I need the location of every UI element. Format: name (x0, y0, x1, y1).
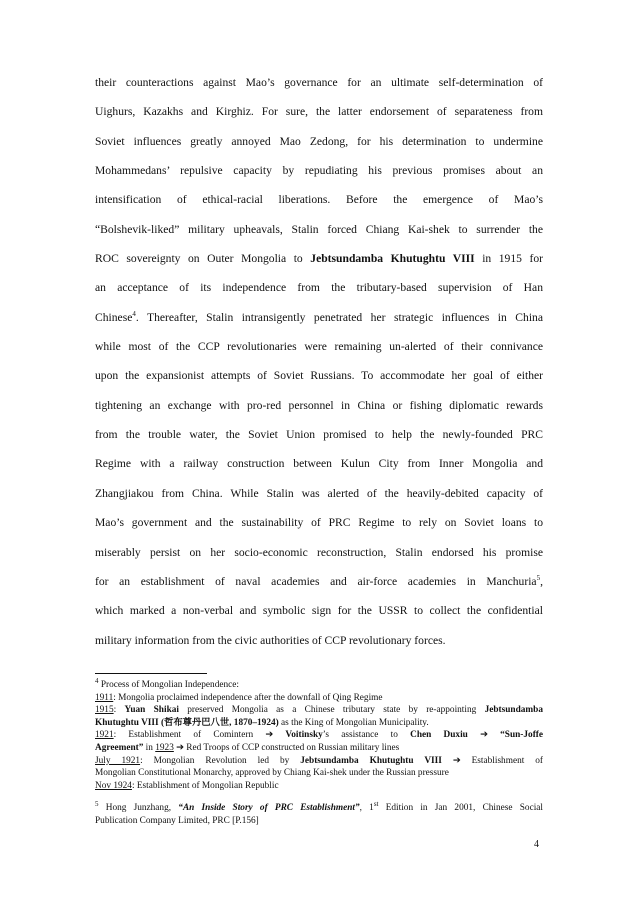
footnote-gap (95, 792, 543, 802)
year: 1923 (155, 742, 174, 753)
text-run: : Mongolian Revolution led by (140, 755, 301, 766)
footnote-marker: 5 (95, 800, 99, 809)
text-run: in (143, 742, 156, 753)
footnote-marker: 4 (95, 676, 99, 685)
text-run: ’s assistance to (322, 730, 411, 741)
book-title: “An Inside Story of PRC Establishment” (178, 803, 360, 814)
text-run: : Establishment of Comintern (113, 730, 266, 741)
bold-term: Jebtsundamba Khutughtu VIII (310, 252, 475, 266)
footnote-line (95, 755, 543, 768)
text-run: . Thereafter, Stalin intransigently penetrated her strategic influences in China (135, 310, 543, 324)
text-line: Mohammedans’ repulsive capacity by repudiating his previous promises about an (95, 164, 543, 178)
main-text (95, 68, 543, 655)
footnote-line (95, 692, 543, 705)
footnote-4 (95, 676, 544, 792)
text-line: “Bolshevik-liked” military upheavals, Stalin forced Chiang Kai-shek to surrender the (95, 222, 543, 236)
footnote-line (95, 704, 543, 717)
footnote-line (95, 742, 543, 755)
text-line: Uighurs, Kazakhs and Kirghiz. For sure, the latter endorsement of separateness from (95, 105, 543, 119)
page-number: 4 (534, 839, 539, 850)
text-line: Mao’s government and the sustainability of PRC Regime to rely on Soviet loans to (95, 516, 543, 530)
bold-term: Jebtsundamba (484, 705, 543, 716)
footnote-separator (95, 673, 207, 674)
text-run: for an establishment of naval academies and air-force academies in Manchuria (95, 574, 537, 588)
bold-term: Agreement” (95, 742, 144, 753)
footnote-ref-5[interactable]: 5 (536, 573, 541, 582)
footnote-line: Publication Company Limited, PRC [P.156] (95, 815, 259, 826)
text-line: tightening an exchange with pro-red personnel in China or fishing diplomatic rewards (95, 398, 543, 412)
text-line (95, 567, 543, 596)
text-line: while most of the CCP revolutionaries were remaining un-alerted of their connivance (95, 340, 543, 354)
text-run: Red Troops of CCP constructed on Russian military lines (183, 742, 400, 753)
footnote-line (95, 802, 543, 815)
footnote-line (95, 729, 543, 742)
footnote-line (95, 780, 543, 793)
text-run: , (540, 574, 543, 588)
text-run: , 1 (359, 803, 374, 814)
text-line (95, 244, 543, 273)
arrow-icon: ➔ (452, 755, 461, 766)
text-line: intensification of ethical-racial liberations. Before the emergence of Mao’s (95, 193, 543, 207)
text-line: which marked a non-verbal and symbolic sign for the USSR to collect the confidential (95, 604, 543, 618)
text-line: from the trouble water, the Soviet Union promised to help the newly-founded PRC (95, 428, 543, 442)
text-line: Zhangjiakou from China. While Stalin was alerted of the heavily-debited capacity of (95, 486, 543, 500)
ordinal-suffix: st (373, 800, 379, 809)
bold-term: Khutughtu VIII (哲布尊丹巴八世, 1870–1924) (95, 717, 279, 728)
text-run: ROC sovereignty on Outer Mongolia to (95, 252, 311, 266)
text-run: in 1915 for (474, 252, 544, 266)
text-line: their counteractions against Mao’s governance for an ultimate self-determination of (95, 76, 543, 89)
text-run: preserved Mongolia as a Chinese tributary state by re-appointing (178, 705, 485, 716)
text-run: : Mongolia proclaimed independence after the downfall of Qing Regime (113, 692, 383, 703)
bold-term: Jebtsundamba Khutughtu VIII (300, 755, 442, 766)
bold-term: Voitinsky (285, 730, 323, 741)
text-run: as the King of Mongolian Municipality. (278, 717, 429, 728)
text-run: Chinese (95, 310, 133, 324)
date: July 1921 (95, 755, 141, 766)
text-line: military information from the civic authorities of CCP revolutionary forces. (95, 633, 446, 647)
text-line: Soviet influences greatly annoyed Mao Zedong, for his determination to undermine (95, 134, 543, 148)
footnote-title: Process of Mongolian Independence: (98, 680, 239, 690)
date: Nov 1924 (95, 780, 132, 791)
bold-term: Yuan Shikai (124, 705, 179, 716)
text-line (95, 303, 543, 332)
text-run: : Establishment of Mongolian Republic (131, 780, 279, 791)
year: 1921 (95, 730, 114, 741)
footnote-5 (95, 802, 543, 827)
text-line: upon the expansionist attempts of Soviet Russians. To accommodate her goal of either (95, 369, 543, 383)
bold-term: “Sun-Joffe (500, 730, 544, 741)
text-run: Hong Junzhang, (98, 803, 179, 814)
text-run: : (113, 705, 125, 716)
year: 1911 (95, 692, 114, 703)
text-run: Edition in Jan 2001, Chinese Social (378, 803, 543, 814)
footnotes (95, 676, 544, 828)
arrow-icon: ➔ (480, 730, 488, 741)
text-line: miserably persist on her socio-economic reconstruction, Stalin endorsed his promise (95, 545, 543, 559)
text-run: Establishment of (460, 755, 544, 766)
arrow-icon: ➔ (265, 730, 274, 741)
footnote-line: Mongolian Constitutional Monarchy, approved by Chiang Kai-shek under the Russian pressure (95, 768, 449, 779)
footnote-line (95, 676, 543, 692)
footnote-line (95, 717, 543, 730)
text-line: Regime with a railway construction between Kulun City from Inner Mongolia and (95, 457, 543, 471)
text-line: an acceptance of its independence from the tributary-based supervision of Han (95, 281, 543, 295)
arrow-icon: ➔ (176, 742, 184, 753)
year: 1915 (95, 705, 114, 716)
bold-term: Chen Duxiu (410, 730, 468, 741)
footnote-ref-4[interactable]: 4 (132, 309, 136, 318)
